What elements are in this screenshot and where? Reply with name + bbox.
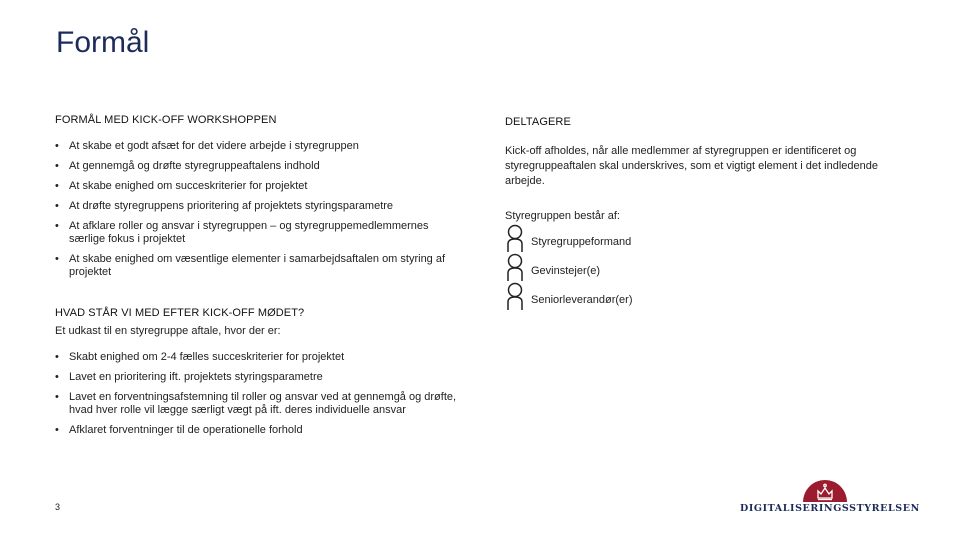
list-item: • At skabe enighed om væsentlige elementer i samarbejdsaftalen om styring af projektet <box>55 253 465 279</box>
list-item: • At skabe et godt afsæt for det videre arbejde i styregruppen <box>55 140 465 153</box>
list-item: • Skabt enighed om 2-4 fælles succeskriterier for projektet <box>55 351 465 364</box>
role-item <box>505 228 905 257</box>
list-item: • Lavet en prioritering ift. projektets styringsparametre <box>55 371 465 384</box>
digitaliseringsstyrelsen-logo <box>740 478 920 518</box>
list-item: • Lavet en forventningsafstemning til roller og ansvar ved at gennemgå og drøfte, hvad hver rolle vil lægge særligt vægt på ift. deres individuelle ansvar <box>55 391 465 417</box>
role-label: Styregruppeformand <box>531 236 632 248</box>
outcome-heading: HVAD STÅR VI MED EFTER KICK-OFF MØDET? <box>55 307 305 319</box>
outcome-list <box>55 351 465 437</box>
page-title: Formål <box>56 26 150 59</box>
list-item: • At gennemgå og drøfte styregruppeaftalens indhold <box>55 160 465 173</box>
list-item: • Afklaret forventninger til de operationelle forhold <box>55 424 465 437</box>
participants-heading: DELTAGERE <box>505 116 571 128</box>
purpose-heading: FORMÅL MED KICK-OFF WORKSHOPPEN <box>55 114 277 126</box>
page-number: 3 <box>55 502 61 512</box>
purpose-list <box>55 140 465 279</box>
crown-emblem-icon <box>740 478 910 504</box>
roles-list <box>505 228 905 315</box>
logo-wordmark: DIGITALISERINGSSTYRELSEN <box>740 503 920 514</box>
outcome-section <box>55 307 465 444</box>
list-item: • At afklare roller og ansvar i styregruppen – og styregruppemedlemmernes særlige fokus i projektet <box>55 220 465 246</box>
role-label: Seniorleverandør(er) <box>531 294 633 306</box>
person-icon <box>505 281 525 311</box>
outcome-intro: Et udkast til en styregruppe aftale, hvor der er: <box>55 325 281 337</box>
purpose-section <box>55 114 465 286</box>
steering-group-intro: Styregruppen består af: <box>505 210 620 222</box>
list-item: • At drøfte styregruppens prioritering af projektets styringsparametre <box>55 200 465 213</box>
role-item <box>505 286 905 315</box>
role-item <box>505 257 905 286</box>
participants-paragraph: Kick-off afholdes, når alle medlemmer af styregruppen er identificeret og styregruppeaftalen skal underskrives, som et vigtigt element i det indledende arbejde. <box>505 145 878 187</box>
participants-section <box>505 116 905 315</box>
person-icon <box>505 223 525 253</box>
list-item: • At skabe enighed om succeskriterier for projektet <box>55 180 465 193</box>
role-label: Gevinstejer(e) <box>531 265 601 277</box>
person-icon <box>505 252 525 282</box>
